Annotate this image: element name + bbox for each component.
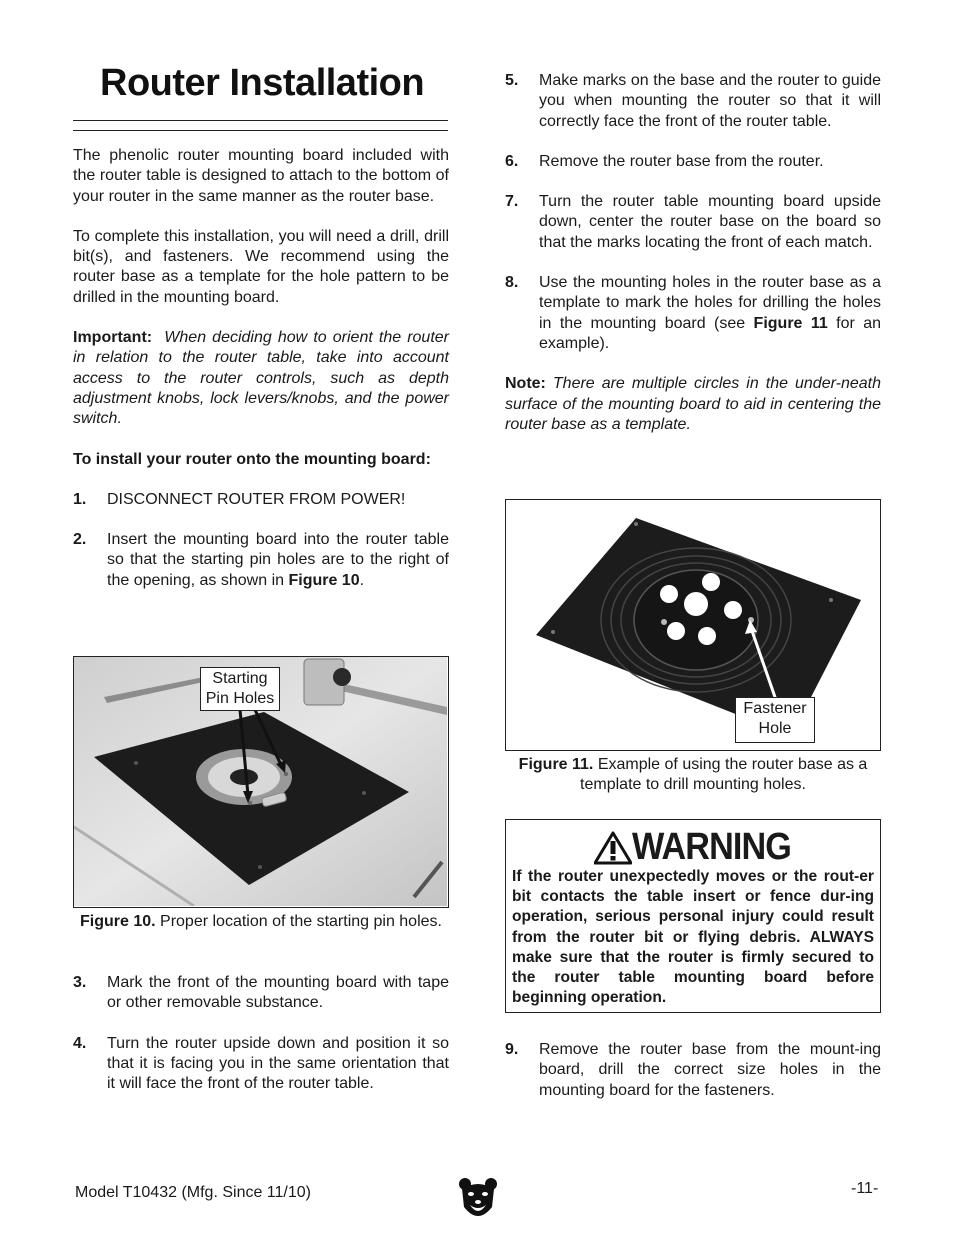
callout-line: Fastener [743, 700, 807, 717]
callout-line: Pin Holes [205, 690, 275, 707]
base-hole [660, 585, 678, 603]
step-text: Remove the router base from the router. [539, 152, 824, 170]
step-text [539, 273, 881, 354]
base-hole [724, 601, 742, 619]
step-text: Mark the front of the mounting board with tape or other removable substance. [107, 974, 449, 1012]
step-body: Insert the mounting board into the router table so that the starting pin holes are to the right of the opening, as shown in [107, 531, 449, 589]
warning-text: If the router unexpectedly moves or the rout-er bit contacts the table insert or fence dur-ing operation, serious personal injury could result from the router bit or flying debris. ALWAYS make sure that the router is firmly secured to the router table mounting board before beginning operation. [512, 868, 874, 1007]
fastener-hole-callout [735, 697, 815, 743]
step-1 [73, 490, 449, 510]
step-number: 2. [73, 531, 87, 549]
step-number: 4. [73, 1034, 87, 1052]
note [505, 374, 881, 435]
warning-triangle-icon [594, 831, 632, 865]
step-suffix: for an example). [539, 314, 882, 352]
step-text: Turn the router table mounting board upside down, center the router base on the board so that the marks locating the front of each match. [539, 193, 881, 251]
router-base [634, 570, 758, 670]
board-screw [634, 522, 638, 526]
note-label: Note: [505, 375, 546, 393]
figure-reference: Figure 10 [288, 571, 360, 589]
step-text: Remove the router base from the mount-ing board, drill the correct size holes in the mounting board for the fasteners. [539, 1041, 881, 1099]
step-text: Make marks on the base and the router to guide you when mounting the router so that it will correctly face the front of the router table. [539, 72, 881, 130]
callout-line: Starting [212, 670, 268, 687]
note-text: There are multiple circles in the under-neath surface of the mounting board to aid in centering the router base as a template. [505, 375, 881, 433]
base-hole [698, 627, 716, 645]
caption-label: Figure 11. [518, 756, 594, 773]
bear-logo-icon [458, 1177, 498, 1223]
board-screw [829, 598, 833, 602]
figure-11 [505, 499, 881, 751]
fastener-hole [661, 619, 667, 625]
figure-11-caption [505, 755, 881, 796]
step-number: 5. [505, 72, 519, 89]
figure-11-illustration [506, 500, 879, 749]
starting-pin-holes-callout [200, 667, 280, 711]
procedure-heading: To install your router onto the mounting board: [73, 450, 431, 468]
warning-header [594, 826, 809, 869]
fence-knob [333, 668, 351, 686]
step-8 [505, 273, 881, 354]
step-4 [73, 1034, 449, 1095]
caption-label: Figure 10. [80, 913, 156, 930]
step-number: 8. [505, 274, 519, 292]
step-text: Turn the router upside down and position it so that it is facing you in the same orientation that it will face the front of the router table. [107, 1034, 449, 1093]
footer-page-number: -11- [851, 1180, 879, 1197]
step-number: 1. [73, 490, 87, 508]
step-number: 7. [505, 193, 519, 211]
step-suffix: . [359, 571, 365, 589]
right-column [505, 71, 881, 435]
step-6 [505, 152, 881, 172]
step-number: 9. [505, 1041, 519, 1058]
right-column-lower [505, 1040, 881, 1121]
board-screw [134, 761, 138, 765]
caption-text: Example of using the router base as a template to drill mounting holes. [580, 756, 868, 794]
important-label: Important: [73, 329, 153, 347]
important-text: When deciding how to orient the router in relation to the router table, take into account access to the router controls, such as depth adjustment knobs, lock levers/knobs, and the power switch. [73, 329, 450, 428]
base-hole [702, 573, 720, 591]
left-column [73, 146, 449, 611]
base-hole [667, 622, 685, 640]
step-body: Use the mounting holes in the router base as a template to mark the holes for drilling the holes in the mounting board (see [539, 274, 881, 332]
step-number: 3. [73, 974, 87, 991]
figure-10-caption [73, 912, 449, 932]
step-7 [505, 192, 881, 253]
step-3 [73, 973, 449, 1014]
figure-10 [73, 656, 449, 908]
warning-title: WARNING [632, 826, 791, 868]
step-text: DISCONNECT ROUTER FROM POWER! [107, 490, 406, 508]
board-screw [362, 791, 366, 795]
step-number: 6. [505, 152, 519, 170]
board-screw [258, 865, 262, 869]
title-rule-top [73, 120, 448, 121]
callout-line: Hole [758, 720, 792, 737]
step-text [107, 530, 449, 591]
intro-paragraph-1: The phenolic router mounting board included with the router table is designed to attach to the bottom of your router in the same manner as the router base. [73, 147, 449, 205]
insert-opening [230, 769, 258, 785]
base-hole [684, 592, 708, 616]
figure-reference: Figure 11 [753, 314, 828, 332]
page-title: Router Installation [100, 62, 425, 104]
footer-model: Model T10432 (Mfg. Since 11/10) [75, 1184, 311, 1201]
intro-paragraph-2: To complete this installation, you will need a drill, drill bit(s), and fasteners. We recommend using the router base as a template for the hole pattern to be drilled in the mounting board. [73, 227, 449, 306]
step-2 [73, 530, 449, 591]
important-note [73, 328, 449, 429]
caption-text: Proper location of the starting pin holes. [160, 913, 442, 930]
warning-box [505, 819, 881, 1013]
left-column-lower [73, 973, 449, 1114]
step-5 [505, 71, 881, 132]
board-screw [551, 630, 555, 634]
title-rule-bottom [73, 130, 448, 131]
step-9 [505, 1040, 881, 1101]
